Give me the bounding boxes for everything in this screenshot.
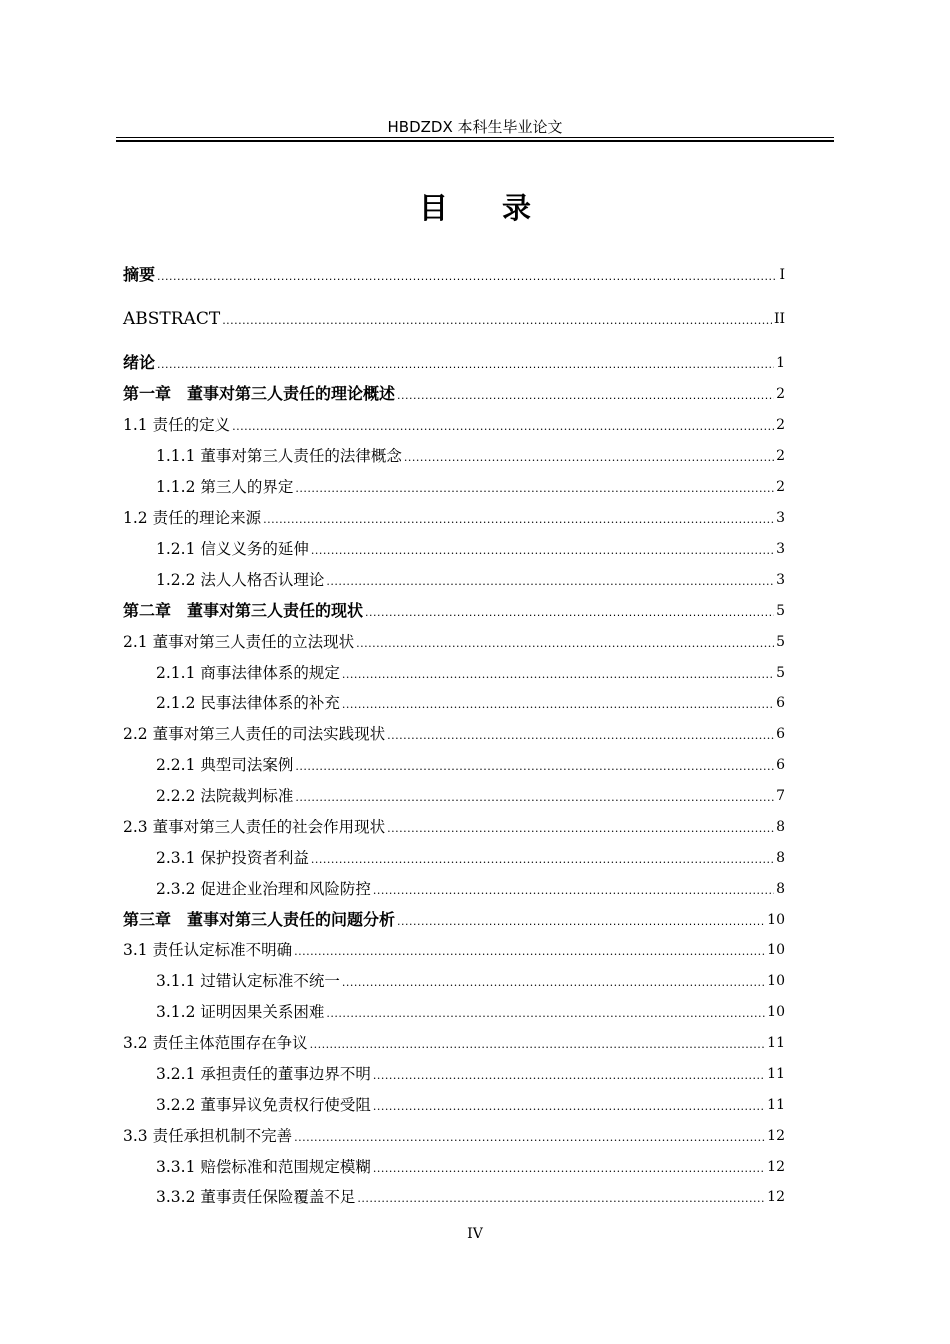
toc-entry-2-2[interactable]: 2.2 董事对第三人责任的司法实践现状 ..... 6	[123, 723, 785, 745]
toc-title-char-2: 录	[502, 191, 532, 225]
running-header: HBDZDX 本科生毕业论文	[387, 118, 563, 136]
toc-entry-3-3[interactable]: 3.3 责任承担机制不完善 ..... 12	[123, 1125, 785, 1147]
toc-entry-3-1-2[interactable]: 3.1.2 证明因果关系困难 ..... 10	[123, 1001, 785, 1023]
toc-entry-2-3-2[interactable]: 2.3.2 促进企业治理和风险防控 ..... 8	[123, 878, 785, 900]
toc-entry-3-2-2[interactable]: 3.2.2 董事异议免责权行使受阻 ..... 11	[123, 1094, 785, 1116]
toc-entry-introduction[interactable]: 绪论 ..... 1	[123, 352, 785, 374]
toc-entry-2-1-1[interactable]: 2.1.1 商事法律体系的规定 ..... 5	[123, 662, 785, 684]
toc-entry-abstract-en[interactable]: ABSTRACT ..... II	[123, 308, 785, 330]
toc-entry-chapter-2[interactable]: 第二章 董事对第三人责任的现状 ..... 5	[123, 600, 785, 622]
page-number: IV	[467, 1226, 483, 1242]
toc-entry-2-2-1[interactable]: 2.2.1 典型司法案例 ..... 6	[123, 754, 785, 776]
toc-entry-3-3-1[interactable]: 3.3.1 赔偿标准和范围规定模糊 ..... 12	[123, 1156, 785, 1178]
header-rule-thin	[116, 137, 834, 138]
toc-entry-2-3-1[interactable]: 2.3.1 保护投资者利益 ..... 8	[123, 847, 785, 869]
toc-entry-2-1[interactable]: 2.1 董事对第三人责任的立法现状 ..... 5	[123, 631, 785, 653]
toc-entry-3-2[interactable]: 3.2 责任主体范围存在争议 ..... 11	[123, 1032, 785, 1054]
header-rule-thick	[116, 140, 834, 142]
toc-title-char-1: 目	[418, 191, 448, 225]
toc-entry-2-3[interactable]: 2.3 董事对第三人责任的社会作用现状 ..... 8	[123, 816, 785, 838]
toc-entry-1-1-2[interactable]: 1.1.2 第三人的界定 ..... 2	[123, 476, 785, 498]
toc-entry-3-3-2[interactable]: 3.3.2 董事责任保险覆盖不足 ..... 12	[123, 1186, 785, 1208]
toc-entry-1-2[interactable]: 1.2 责任的理论来源 ..... 3	[123, 507, 785, 529]
toc-title	[0, 186, 950, 227]
toc-entry-2-1-2[interactable]: 2.1.2 民事法律体系的补充 ..... 6	[123, 692, 785, 714]
toc-entry-chapter-3[interactable]: 第三章 董事对第三人责任的问题分析 ..... 10	[123, 909, 785, 931]
toc-entry-3-2-1[interactable]: 3.2.1 承担责任的董事边界不明 ..... 11	[123, 1063, 785, 1085]
toc-entry-3-1-1[interactable]: 3.1.1 过错认定标准不统一 ..... 10	[123, 970, 785, 992]
toc-entry-3-1[interactable]: 3.1 责任认定标准不明确 ..... 10	[123, 939, 785, 961]
toc-entry-abstract-cn[interactable]: 摘要 ..... I	[123, 264, 785, 286]
toc-entry-chapter-1[interactable]: 第一章 董事对第三人责任的理论概述 ..... 2	[123, 383, 785, 405]
toc-entry-1-2-2[interactable]: 1.2.2 法人人格否认理论 ..... 3	[123, 569, 785, 591]
toc-entry-2-2-2[interactable]: 2.2.2 法院裁判标准 ..... 7	[123, 785, 785, 807]
toc-entry-1-2-1[interactable]: 1.2.1 信义义务的延伸 ..... 3	[123, 538, 785, 560]
toc-entry-1-1[interactable]: 1.1 责任的定义 ..... 2	[123, 414, 785, 436]
toc-entry-1-1-1[interactable]: 1.1.1 董事对第三人责任的法律概念 ..... 2	[123, 445, 785, 467]
